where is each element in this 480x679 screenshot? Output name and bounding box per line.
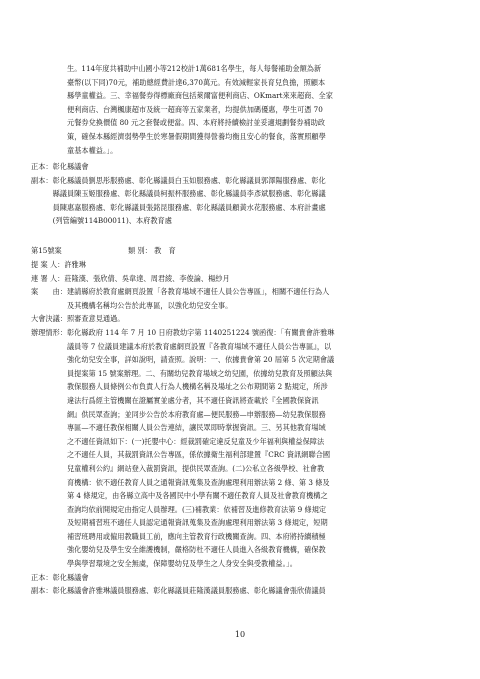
text-line: 生。114年度共補助中山國小等212校計1萬681名學生，每人每餐補助金額為新 [67, 64, 322, 73]
handling-line: 之不適任資訊如下：(一)托嬰中心：經裁罰確定違反兒童及少年福利與權益保障法 [66, 436, 325, 446]
text-line: 便利商店、台灣楓康超市及統一超商等五家業者，均提供加碼優惠，學生可憑 70 [67, 104, 323, 114]
subject-label: 案 由： [31, 287, 67, 297]
case-body [31, 258, 335, 598]
previous-case-handling-continuation [67, 62, 333, 157]
copy-recipients-line: 員陳惠嘉服務處、彰化縣議員張銘昆服務處、彰化縣議員顧黃水花服務處、本府計畫處 [52, 202, 326, 212]
handling-line: 及短期補習班不適任人員認定通報資訊蒐集及查詢處理利用辦法第 3 條規定，短期 [66, 518, 328, 528]
proposer-value: 許雅琳 [64, 260, 86, 269]
subject-line: 及其機構名稱均公告於此專區，以強化幼兒安全事。 [66, 300, 233, 310]
handling-line: 補習班聘用或僱用教職員工前，應向主管教育行政機關查詢。四、本府將持續積極 [66, 531, 326, 541]
handling-line: 之不適任人員，其裁罰資訊公告專區，係依據衛生福利部建置『CRC 資訊網聯合國 [66, 450, 331, 460]
handling-line: 專區—不適任教保相關人員公告連結，讓民眾即時掌握資訊。三、另其他教育場域 [66, 423, 326, 433]
cosigner-row [31, 272, 335, 286]
original-recipient [31, 160, 326, 174]
second-copy-recipients-label: 副本： [31, 586, 53, 596]
second-original-recipient-label: 正本： [31, 572, 53, 582]
handling-line: 查詢均依前開規定由指定人員辦理。(三)補教業：依補習及進修教育法第 9 條規定 [66, 504, 327, 514]
handling-line: 違法行爲經主管機關在證屬實並處分者，其不適任資訊將查載於『全國教保資訊 [66, 395, 319, 405]
handling-label: 辦理情形： [31, 327, 67, 337]
text-line: 縣學童權益。三、幸福餐券得標廠商包括萊爾富便利商店、OKmart來來超商、全家 [67, 91, 333, 101]
copy-recipients [31, 174, 326, 228]
second-original-recipient [31, 571, 335, 585]
case-header [31, 244, 451, 258]
page-number: 10 [234, 630, 246, 639]
subject-row [31, 285, 335, 312]
handling-line: 議員等 7 位議員建議本府於教育處網頁設置『各教育場域不適任人員公告專區』，以 [66, 341, 332, 351]
original-recipient-label: 正本： [31, 162, 53, 171]
case-category-value: 教 育 [154, 246, 176, 255]
copy-recipients-line: 彰化縣議員劉思彤服務處、彰化縣議員白玉如服務處、彰化縣議員郭澤陽服務處、彰化 [52, 175, 326, 185]
handling-line: 學與學習環境之安全無虞，保障嬰幼兒及學生之人身安全與受教權益。」。 [66, 559, 297, 569]
second-original-recipient-value: 彰化縣議會 [52, 572, 89, 582]
handling-line: 員提案第 15 號案辦理。二、有關幼兒教育場域之幼兒園，依據幼兒教育及照顧法與 [66, 368, 333, 378]
case-category-label: 類 別： [128, 246, 152, 255]
copy-recipients-line: (列管編號114B00011)、本府教育處 [52, 216, 172, 226]
text-line: 元餐券兌換價值 80 元之套餐或便當。四、本府將持續檢討並妥適規劃餐券補助政 [67, 118, 326, 128]
text-line: 童基本權益。」。 [67, 145, 118, 155]
first-distribution [31, 160, 326, 228]
copy-recipients-label: 副本： [31, 175, 53, 185]
text-line: 臺幣(以下同)70元，補助總經費計達6,370萬元。有效減輕家長育兒負擔，照顧本 [67, 77, 326, 87]
handling-line: 兒童權利公約』網站登入裁罰資訊，提供民眾查詢。(二)公私立各級學校、社會教 [66, 463, 325, 473]
handling-line: 第 4 條規定，由各縣立高中及各國民中小學有關不適任教育人員及社會教育機構之 [66, 491, 328, 501]
copy-recipients-line: 縣議員陳玉姬服務處、彰化縣議員柯振杯服務處、彰化縣議員李彥斌服務處、彰化縣議 [52, 189, 326, 199]
text-line: 策，確保本縣經濟弱勢學生於寒暑假期間獲得營養均衡且安心的餐食，落實照顧學 [67, 131, 326, 141]
handling-line: 強化幼兒安全事，詳如說明，請查照。說明：一、依據貴會第 20 屆第 5 次定期會議 [66, 355, 335, 365]
resolution-label: 大會決議： [31, 314, 67, 324]
handling-row [31, 326, 335, 571]
handling-line: 育機構：依不適任教育人員之通報資訊蒐集及查詢處理利用辦法第 2 條、第 3 條及 [66, 477, 330, 487]
cosigner-label: 連 署 人： [31, 273, 65, 283]
resolution-row [31, 312, 335, 326]
handling-line: 強化嬰幼兒及學生安全維護機制，嚴格防杜不適任人員進入各級教育機構，確保教 [66, 545, 326, 555]
handling-text [67, 326, 335, 571]
proposer-row [31, 258, 335, 272]
second-copy-recipients [31, 584, 335, 598]
case-number: 第15號案 [31, 246, 62, 255]
case-category [128, 244, 176, 258]
original-recipient-value: 彰化縣議會 [52, 162, 89, 171]
cosigner-value: 莊隆漢、張欣倩、吳韋達、周君綾、李俊論、楊紗月 [64, 273, 230, 283]
subject-line: 建請縣府於教育處網頁設置「各教育場域不適任人員公告專區」，相關不適任行為人 [66, 287, 330, 297]
handling-line: 網』供民眾查詢；並同步公告於本府教育處—便民服務—申辦服務—幼兒教保服務 [66, 409, 326, 419]
handling-line: 教保服務人員條例公布負責人行為人機構名稱及場址之公布期間第 2 點規定，所涉 [66, 382, 328, 392]
resolution-value: 照審查意見通過。 [66, 314, 125, 324]
handling-line: 彰化縣政府 114 年 7 月 10 日府教幼字第 1140251224 號函復：「有關貴會許雅琳 [66, 327, 335, 337]
proposer-label: 提 案 人： [31, 260, 65, 269]
second-copy-recipients-line: 彰化縣議會許雅琳議員服務處、彰化縣議員莊隆漢議員服務處、彰化縣議會張欣倩議員 [52, 586, 326, 596]
